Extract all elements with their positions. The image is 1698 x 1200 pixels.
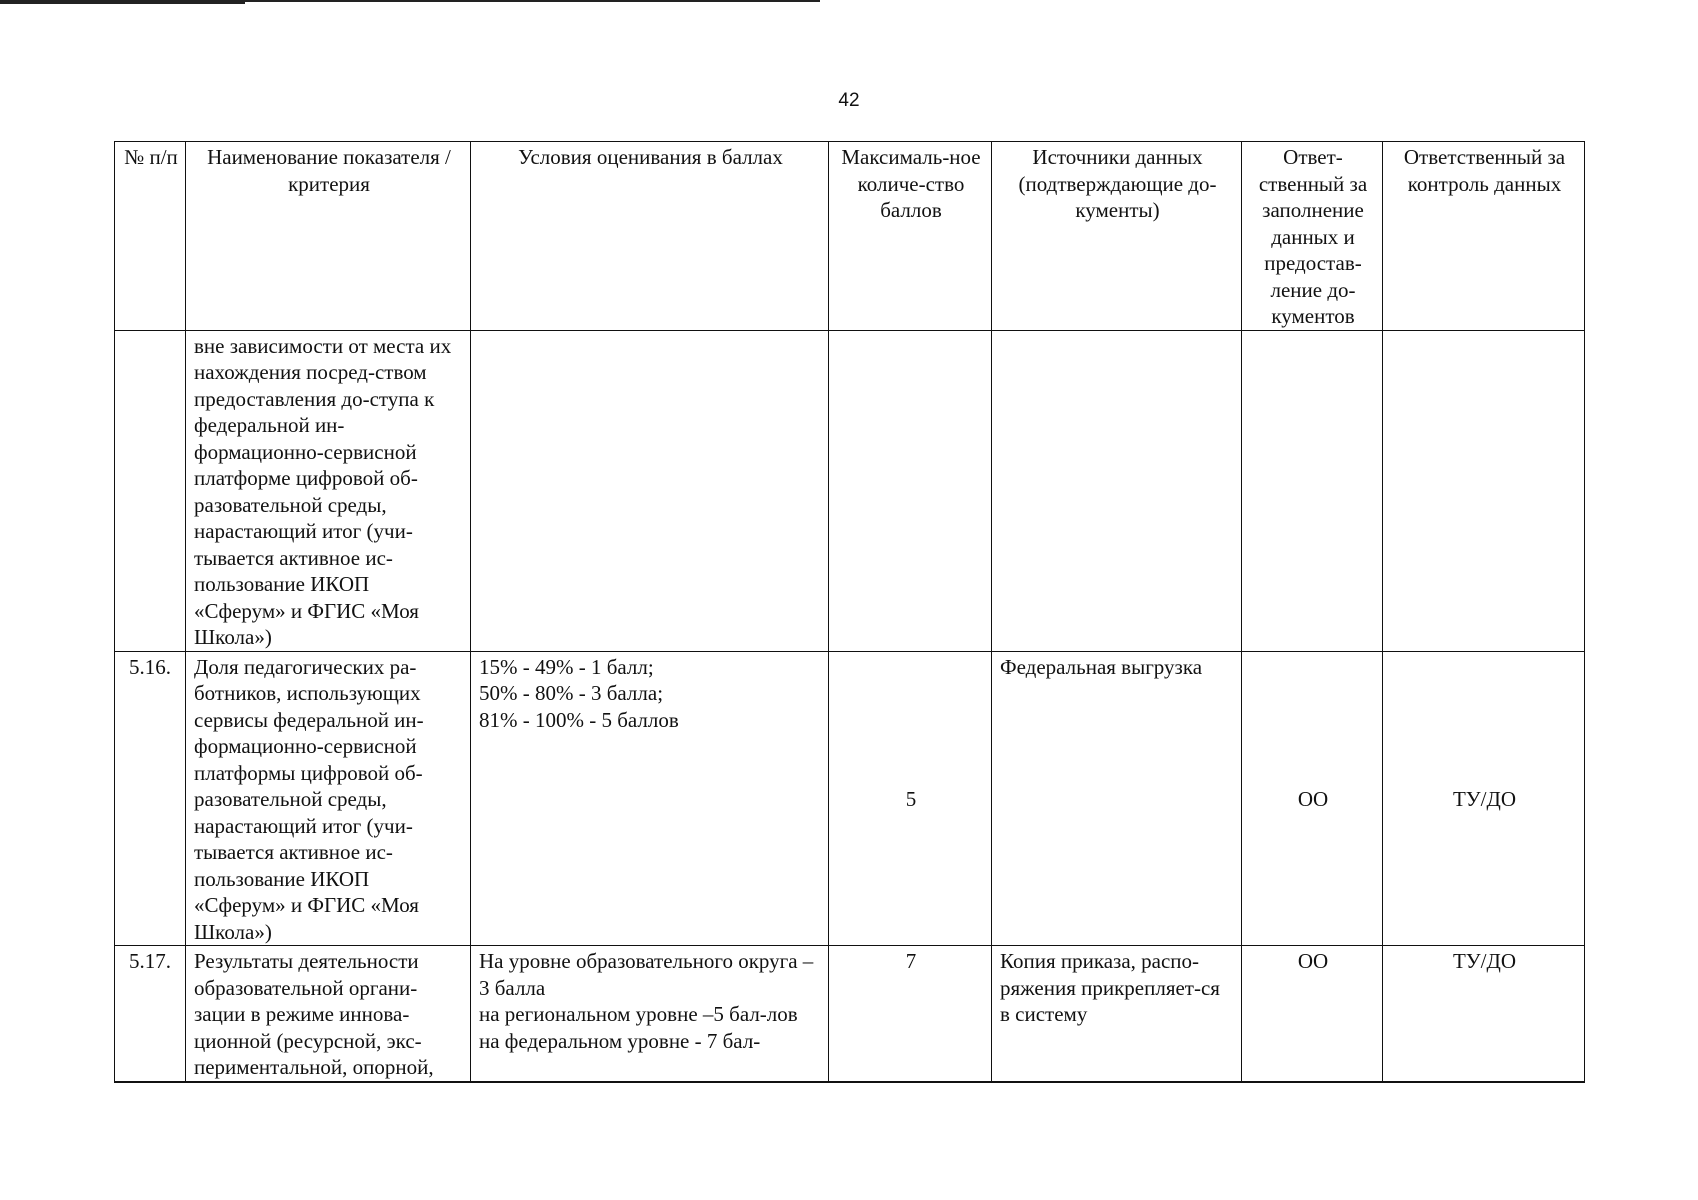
row-sources (992, 330, 1242, 651)
row-conditions: 15% - 49% - 1 балл; 50% - 80% - 3 балла; 81% - 100% - 5 баллов (471, 651, 829, 946)
scan-edge-mark (0, 0, 245, 4)
table-row (115, 651, 1585, 946)
header-sources: Источники данных (подтверждающие до-кументы) (992, 142, 1242, 331)
row-responsible-control (1383, 330, 1585, 651)
row-max-points: 7 (829, 946, 992, 1082)
row-conditions (471, 330, 829, 651)
row-responsible-fill: ОО (1242, 946, 1383, 1082)
table-header-row (115, 142, 1585, 331)
row-name: Результаты деятельности образовательной органи-зации в режиме иннова-ционной (ресурсной, экс-периментальной, опорной, (186, 946, 471, 1082)
row-max-points (829, 330, 992, 651)
row-conditions: На уровне образовательного округа – 3 балла на региональном уровне –5 бал-лов на федеральном уровне - 7 бал- (471, 946, 829, 1082)
row-num: 5.16. (115, 651, 186, 946)
header-max-points: Максималь-ное количе-ство баллов (829, 142, 992, 331)
table-row (115, 330, 1585, 651)
row-sources: Федеральная выгрузка (992, 651, 1242, 946)
row-sources: Копия приказа, распо-ряжения прикрепляет-ся в систему (992, 946, 1242, 1082)
row-num: 5.17. (115, 946, 186, 1082)
header-responsible-control: Ответственный за контроль данных (1383, 142, 1585, 331)
header-name: Наименование показателя / критерия (186, 142, 471, 331)
header-conditions: Условия оценивания в баллах (471, 142, 829, 331)
criteria-table (114, 141, 1585, 1083)
row-responsible-control: ТУ/ДО (1383, 651, 1585, 946)
header-num: № п/п (115, 142, 186, 331)
row-responsible-fill: ОО (1242, 651, 1383, 946)
table-row (115, 946, 1585, 1082)
row-name: вне зависимости от места их нахождения посред-ством предоставления до-ступа к федеральной ин-формационно-сервисной платформе цифровой об-разовательной среды, нарастающий итог (учи-тывается активное ис-пользование ИКОП «Сферум» и ФГИС «Моя Школа») (186, 330, 471, 651)
page-number: 42 (838, 90, 860, 111)
row-name: Доля педагогических ра-ботников, использующих сервисы федеральной ин-формационно-сервисной платформы цифровой об-разовательной среды, нарастающий итог (учи-тывается активное ис-пользование ИКОП «Сферум» и ФГИС «Моя Школа») (186, 651, 471, 946)
row-responsible-control: ТУ/ДО (1383, 946, 1585, 1082)
row-max-points: 5 (829, 651, 992, 946)
row-responsible-fill (1242, 330, 1383, 651)
header-responsible-fill: Ответ-ственный за заполнение данных и предостав-ление до-кументов (1242, 142, 1383, 331)
row-num (115, 330, 186, 651)
